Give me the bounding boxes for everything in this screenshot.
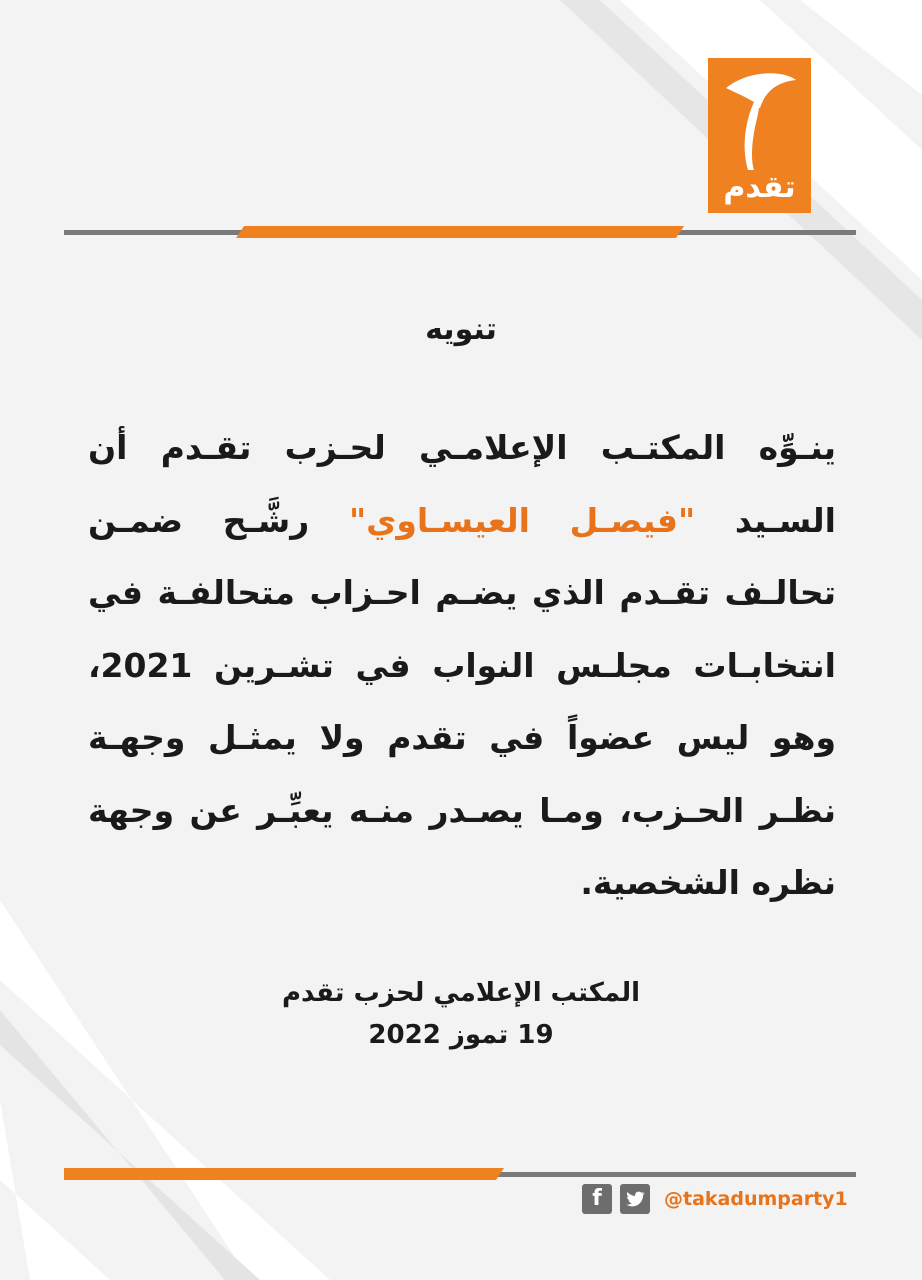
notice-body bbox=[88, 412, 836, 920]
twitter-icon[interactable] bbox=[620, 1184, 650, 1214]
top-divider bbox=[64, 226, 856, 238]
bottom-divider bbox=[64, 1168, 856, 1180]
signature-date: 19 تموز 2022 bbox=[368, 1020, 554, 1050]
social-handle[interactable]: @takadumparty1 bbox=[664, 1188, 848, 1210]
party-logo bbox=[708, 58, 811, 213]
body-text-rest: رشَّـح ضمـن تحالـف تقـدم الذي يضـم احـزاب متحالفـة في انتخابـات مجلـس النواب في تشـرين 2021، وهو ليس عضواً في تقدم ولا يمثـل وجهـة نظـر الحـزب، ومـا يصـدر منـه يعبِّـر عن وجهة نظره الشخصية. bbox=[88, 500, 836, 902]
notice-title: تنويه bbox=[425, 312, 497, 347]
signature-block bbox=[100, 972, 822, 1056]
candidate-name: "فيصـل العيسـاوي" bbox=[348, 500, 696, 540]
body-text-start: ينـوِّه المكتـب الإعلامـي لحـزب تقـدم أن السـيد bbox=[88, 428, 836, 540]
facebook-icon[interactable]: f bbox=[582, 1184, 612, 1214]
logo-wordmark: تقدم bbox=[723, 170, 796, 205]
signature-office: المكتب الإعلامي لحزب تقدم bbox=[281, 978, 641, 1008]
social-footer bbox=[580, 1184, 850, 1216]
